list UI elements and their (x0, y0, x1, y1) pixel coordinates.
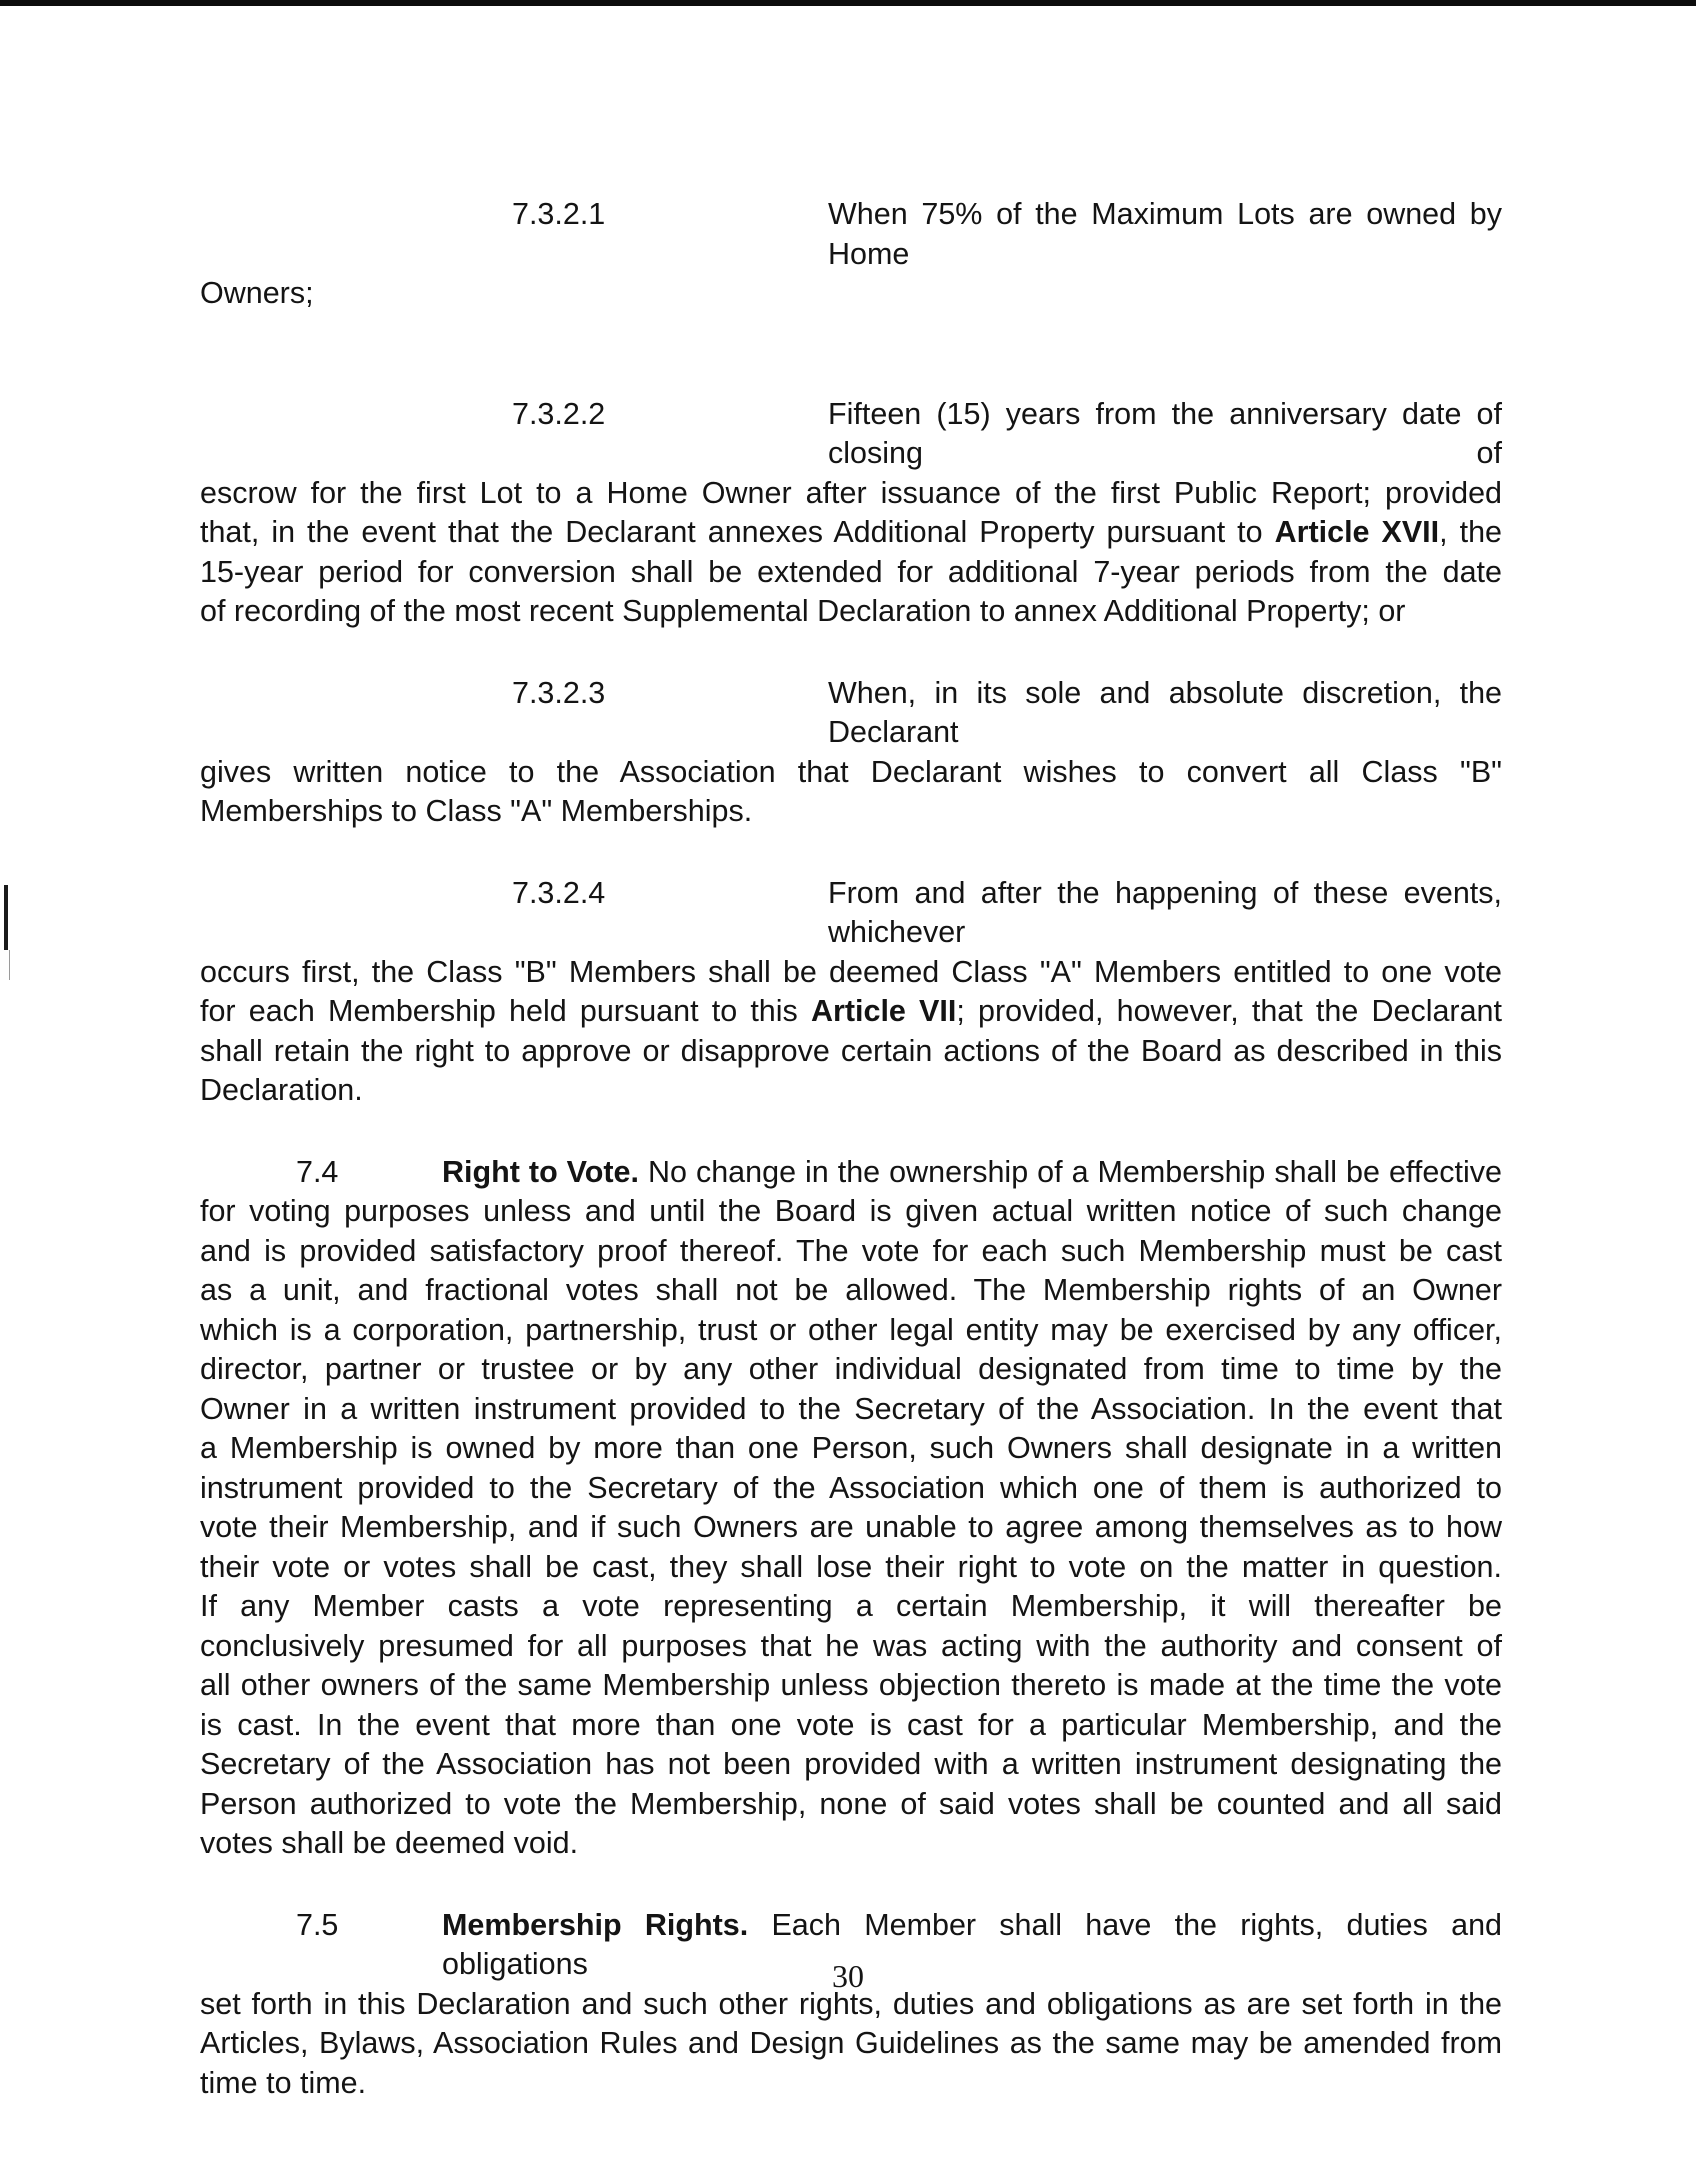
paragraph-line: votes shall be deemed void. (200, 1826, 579, 1860)
paragraph-line: Fifteen (15) years from the anniversary date of closing of (828, 396, 1502, 470)
section-number: 7.5 (296, 1907, 339, 1942)
paragraph-line: their vote or votes shall be cast, they shall lose their right to vote on the matter in question. (200, 1549, 1502, 1584)
section-7-5 (200, 1906, 1502, 2104)
paragraph-line: Right to Vote. No change in the ownership of a Membership shall be effective (442, 1154, 1502, 1189)
paragraph-line: director, partner or trustee or by any other individual designated from time to time by the (200, 1352, 1502, 1386)
section-heading: Membership Rights. (442, 1907, 749, 1942)
paragraph-line: Person authorized to vote the Membership, none of said votes shall be counted and all said (200, 1786, 1502, 1821)
section-number: 7.3.2.4 (512, 875, 606, 910)
scan-margin-mark (4, 885, 8, 950)
page-number: 30 (832, 1958, 864, 1994)
section-7-3-2-3 (200, 674, 1502, 832)
paragraph-line: escrow for the first Lot to a Home Owner after issuance of the first Public Report; provided (200, 475, 1502, 510)
paragraph-line: When 75% of the Maximum Lots are owned by Home (828, 197, 1502, 271)
paragraph-line: Owner in a written instrument provided to the Secretary of the Association. In the event that (200, 1391, 1502, 1426)
section-7-3-2-4 (200, 874, 1502, 1111)
paragraph-line: a Membership is owned by more than one Person, such Owners shall designate in a written (200, 1431, 1502, 1465)
scan-margin-mark-faint (9, 950, 10, 980)
scan-top-border (0, 0, 1696, 6)
paragraph-line: From and after the happening of these events, whichever (828, 875, 1502, 949)
section-number: 7.3.2.1 (512, 197, 606, 231)
paragraph-line: Owners; (200, 276, 314, 310)
section-heading: Right to Vote. (442, 1154, 639, 1189)
paragraph-line: Articles, Bylaws, Association Rules and Design Guidelines as the same may be amended from (200, 2026, 1502, 2060)
paragraph-line: time to time. (200, 2065, 367, 2100)
paragraph-line: which is a corporation, partnership, trust or other legal entity may be exercised by any officer, (200, 1312, 1502, 1347)
paragraph-line: is cast. In the event that more than one vote is cast for a particular Membership, and the (200, 1707, 1502, 1742)
paragraph-line: If any Member casts a vote representing a certain Membership, it will thereafter be (200, 1589, 1502, 1623)
paragraph-line: as a unit, and fractional votes shall not be allowed. The Membership rights of an Owner (200, 1273, 1502, 1307)
paragraph-line: for each Membership held pursuant to this Article VII; provided, however, that the Declarant (200, 994, 1502, 1028)
paragraph-line: 15-year period for conversion shall be extended for additional 7-year periods from the date (200, 554, 1502, 589)
section-number: 7.3.2.3 (512, 675, 606, 710)
paragraph-line: Secretary of the Association has not been provided with a written instrument designating the (200, 1747, 1502, 1781)
section-7-4 (200, 1153, 1502, 1864)
paragraph-line: that, in the event that the Declarant annexes Additional Property pursuant to Article XVII, the (200, 515, 1502, 549)
section-7-3-2-2 (200, 395, 1502, 632)
paragraph-line: Memberships to Class "A" Memberships. (200, 794, 753, 828)
paragraph-line: gives written notice to the Association that Declarant wishes to convert all Class "B" (200, 754, 1502, 789)
paragraph-line: set forth in this Declaration and such other rights, duties and obligations as are set forth in the (200, 1986, 1502, 2021)
paragraph-line: When, in its sole and absolute discretion, the Declarant (828, 675, 1502, 749)
paragraph-line: for voting purposes unless and until the Board is given actual written notice of such change (200, 1194, 1502, 1228)
paragraph-line: instrument provided to the Secretary of the Association which one of them is authorized to (200, 1470, 1502, 1505)
paragraph-line: of recording of the most recent Supplemental Declaration to annex Additional Property; or (200, 594, 1406, 628)
article-reference: Article XVII (1274, 515, 1440, 549)
section-7-3-2-1 (200, 195, 1502, 314)
section-number: 7.4 (296, 1154, 339, 1189)
paragraph-line: Declaration. (200, 1073, 363, 1107)
paragraph-line: occurs first, the Class "B" Members shall be deemed Class "A" Members entitled to one vote (200, 954, 1502, 989)
document-page (200, 195, 1502, 2103)
paragraph-line: conclusively presumed for all purposes that he was acting with the authority and consent of (200, 1628, 1502, 1663)
paragraph-line: vote their Membership, and if such Owners are unable to agree among themselves as to how (200, 1510, 1502, 1544)
paragraph-line: Membership Rights. Each Member shall have the rights, duties and obligations (442, 1907, 1502, 1981)
paragraph-line: shall retain the right to approve or disapprove certain actions of the Board as described in this (200, 1033, 1502, 1068)
paragraph-line: all other owners of the same Membership unless objection thereto is made at the time the vote (200, 1668, 1502, 1702)
paragraph-line: and is provided satisfactory proof thereof. The vote for each such Membership must be cast (200, 1233, 1502, 1268)
section-number: 7.3.2.2 (512, 396, 606, 431)
article-reference: Article VII (810, 994, 957, 1028)
